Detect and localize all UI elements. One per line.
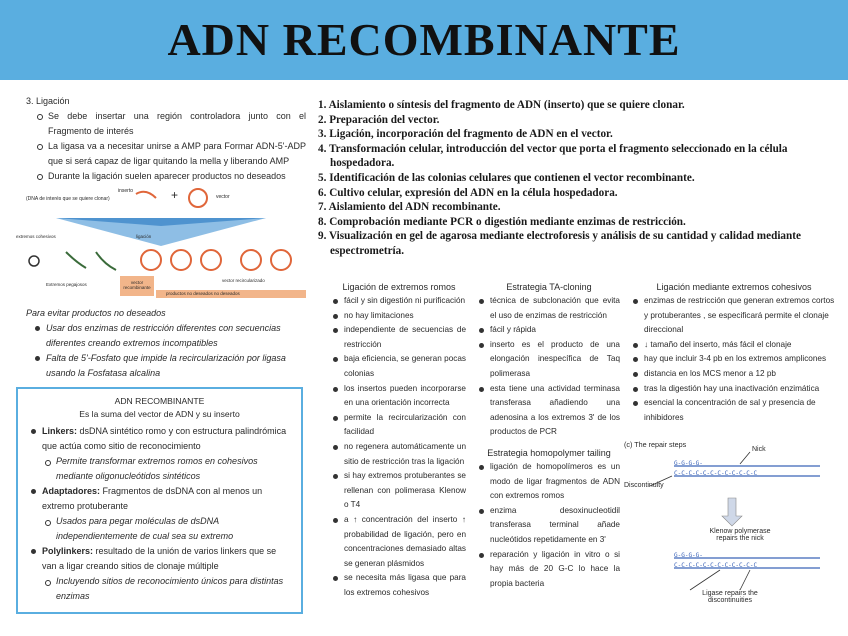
adn-item-text: dsDNA sintético romo y con estructura palindrómica que actúa como sitio de reconocimiento: [42, 426, 287, 451]
adn-item-sub: Incluyendo sitios de reconocimiento únicos para distintas enzimas: [44, 574, 289, 604]
nick-label: Nick: [752, 446, 766, 453]
adn-item: [30, 484, 289, 514]
seq-bottom-repaired: C-C-C-C-C-C-C-C-C-C-C-C: [674, 562, 758, 569]
romos-bullet: los insertos pueden incorporarse en una orientación incorrecta: [332, 382, 466, 411]
ligacion-bullet: Se debe insertar una región controladora junto con el Fragmento de interés: [36, 109, 306, 139]
adn-item-term: Linkers:: [42, 426, 78, 436]
evitar-bullet: Falta de 5'-Fosfato que impide la recircularización por ligasa usando la Fosfatasa alcalina: [34, 351, 306, 381]
ligase-label: Ligase repairs the discontinuities: [702, 590, 758, 604]
step-item: 8. Comprobación mediante PCR o digestión mediante enzimas de restricción.: [318, 215, 686, 228]
recircular-label: vector recircularizado: [222, 278, 265, 283]
ta-bullet: fácil y rápida: [478, 323, 620, 338]
homo-heading: Estrategia homopolymer tailing: [487, 447, 611, 458]
cohesivos-bullet: esencial la concentración de sal y presencia de inhibidores: [632, 396, 836, 425]
adn-item-text: Fragmentos de dsDNA con al menos un extremo protuberante: [42, 486, 263, 511]
ligation-label: ligación: [136, 234, 152, 239]
cohesivos-bullet: hay que incluir 3-4 pb en los extremos amplicones: [632, 352, 836, 367]
adn-item-term: Adaptadores:: [42, 486, 101, 496]
seq-top-repaired: G-G-G-G-: [674, 552, 703, 559]
homo-bullet: reparación y ligación in vitro o si hay más de 20 G-C lo hace la propia bacteria: [478, 548, 620, 592]
repair-title: (c) The repair steps: [624, 440, 687, 449]
seq-top: G-G-G-G-: [674, 460, 703, 467]
step-item: 5. Identificación de las colonias celulares que contienen el vector recombinante.: [318, 171, 695, 184]
ligacion-bullet: Durante la ligación suelen aparecer productos no deseados: [36, 169, 306, 184]
ta-bullet: esta tiene una actividad terminasa transferasa añadiendo una adenosina a los extremos 3' de los productos de PCR: [478, 382, 620, 440]
page-title: ADN RECOMBINANTE: [167, 14, 681, 65]
ends-label: extremos cohesivos: [16, 234, 56, 239]
homo-bullet: ligación de homopolímeros es un modo de ligar fragmentos de ADN con extremos romos: [478, 460, 620, 504]
adn-box-subtitle: Es la suma del vector de ADN y su inserto: [79, 409, 240, 419]
cohesivos-bullet: tras la digestión hay una inactivación enzimática: [632, 382, 836, 397]
ligacion-section: [26, 94, 306, 184]
step-item: 6. Cultivo celular, expresión del ADN en la célula hospedadora.: [318, 186, 618, 199]
romos-heading: Ligación de extremos romos: [342, 282, 456, 292]
cohesivos-bullet: enzimas de restricción que generan extremos cortos y protuberantes , se especificará permite el clonaje direccional: [632, 294, 836, 338]
step-item: 4. Transformación celular, introducción del vector que porta el fragmento seleccionado en la célula hospedadora.: [318, 142, 788, 170]
repair-figure: [620, 438, 832, 624]
adn-item: [30, 424, 289, 454]
plus-sign: +: [171, 188, 179, 202]
ta-bullet: técnica de subclonación que evita el uso de enzimas de restricción: [478, 294, 620, 323]
bottom-bar-label: productos no deseados no deseados: [166, 291, 240, 296]
step-item: 2. Preparación del vector.: [318, 113, 440, 126]
seq-bottom: C-C-C-C-C-C-C-C-C-C-C-C: [674, 470, 758, 477]
discontinuity-label: Discontinuity: [624, 482, 664, 489]
romos-bullet: no regenera automáticamente un sitio de restricción tras la ligación: [332, 440, 466, 469]
romos-bullet: baja eficiencia, se generan pocas colonias: [332, 352, 466, 381]
step-item: 1. Aislamiento o síntesis del fragmento de ADN (inserto) que se quiere clonar.: [318, 99, 685, 111]
romos-bullet: independiente de secuencias de restricción: [332, 323, 466, 352]
adn-box: [16, 387, 303, 614]
homo-bullet: enzima desoxinucleotidil transferasa terminal añade nucleótidos repetidamente en 3': [478, 504, 620, 548]
ta-section: [478, 280, 620, 591]
evitar-section: [26, 306, 306, 381]
klenow-label: Klenow polymerase repairs the nick: [709, 528, 771, 542]
dna-label: (DNA de interés que se quiere clonar): [26, 196, 110, 202]
cohesivos-heading: Ligación mediante extremos cohesivos: [656, 282, 812, 292]
step-item: 7. Aislamiento del ADN recombinante.: [318, 201, 501, 214]
evitar-bullet: Usar dos enzimas de restricción diferentes con secuencias diferentes creando extremos incompatibles: [34, 321, 306, 351]
adn-item-sub: Usados para pegar moléculas de dsDNA independientemente de cual sea su extremo: [44, 514, 289, 544]
ta-heading: Estrategia TA-cloning: [506, 282, 592, 292]
romos-bullet: a ↑ concentración del inserto ↑ probabilidad de ligación, pero en concentraciones demasiado altas se generan plásmidos: [332, 513, 466, 571]
vector-label: vector: [216, 194, 230, 200]
ligation-figure: [16, 186, 306, 304]
cohesivos-bullet: ↓ tamaño del inserto, más fácil el clonaje: [632, 338, 836, 353]
romos-bullet: no hay limitaciones: [332, 309, 466, 324]
romos-bullet: permite la recircularización con facilidad: [332, 411, 466, 440]
adn-item-text: resultado de la unión de varios linkers que se van a ligar creando sitios de clonaje múltiple: [42, 546, 277, 571]
romos-section: [332, 280, 466, 600]
romos-bullet: fácil y sin digestión ni purificación: [332, 294, 466, 309]
step-item: 9. Visualización en gel de agarosa mediante electroforesis y análisis de su cantidad y calidad mediante espectrometría.: [318, 230, 801, 257]
adn-item: [30, 544, 289, 574]
ligacion-bullet: La ligasa va a necesitar unirse a AMP para Formar ADN-5'-ADP que si será capaz de ligar quitando la mella y liberando AMP: [36, 139, 306, 169]
romos-bullet: si hay extremos protuberantes se rellenan con polimerasa Klenow o T4: [332, 469, 466, 513]
cohesivos-bullet: distancia en los MCS menor a 12 pb: [632, 367, 836, 382]
adn-item-term: Polylinkers:: [42, 546, 94, 556]
cohesivos-section: [632, 280, 836, 425]
insert-label: inserto: [118, 188, 134, 194]
ligacion-heading: 3. Ligación: [26, 96, 70, 106]
steps-list: [318, 98, 833, 259]
ta-bullet: inserto es el producto de una elongación inespecífica de Taq polimerasa: [478, 338, 620, 382]
step-item: 3. Ligación, incorporación del fragmento de ADN en el vector.: [318, 128, 613, 141]
adn-item-sub: Permite transformar extremos romos en cohesivos mediante oligonucleótidos sintéticos: [44, 454, 289, 484]
romos-bullet: se necesita más ligasa que para los extremos cohesivos: [332, 571, 466, 600]
sticky-label: Extremos pegajosos: [46, 282, 87, 287]
evitar-heading: Para evitar productos no deseados: [26, 308, 166, 318]
title-banner: [0, 0, 848, 80]
desired-label: vector recombinante: [123, 280, 151, 290]
adn-box-title: ADN RECOMBINANTE: [114, 396, 205, 406]
